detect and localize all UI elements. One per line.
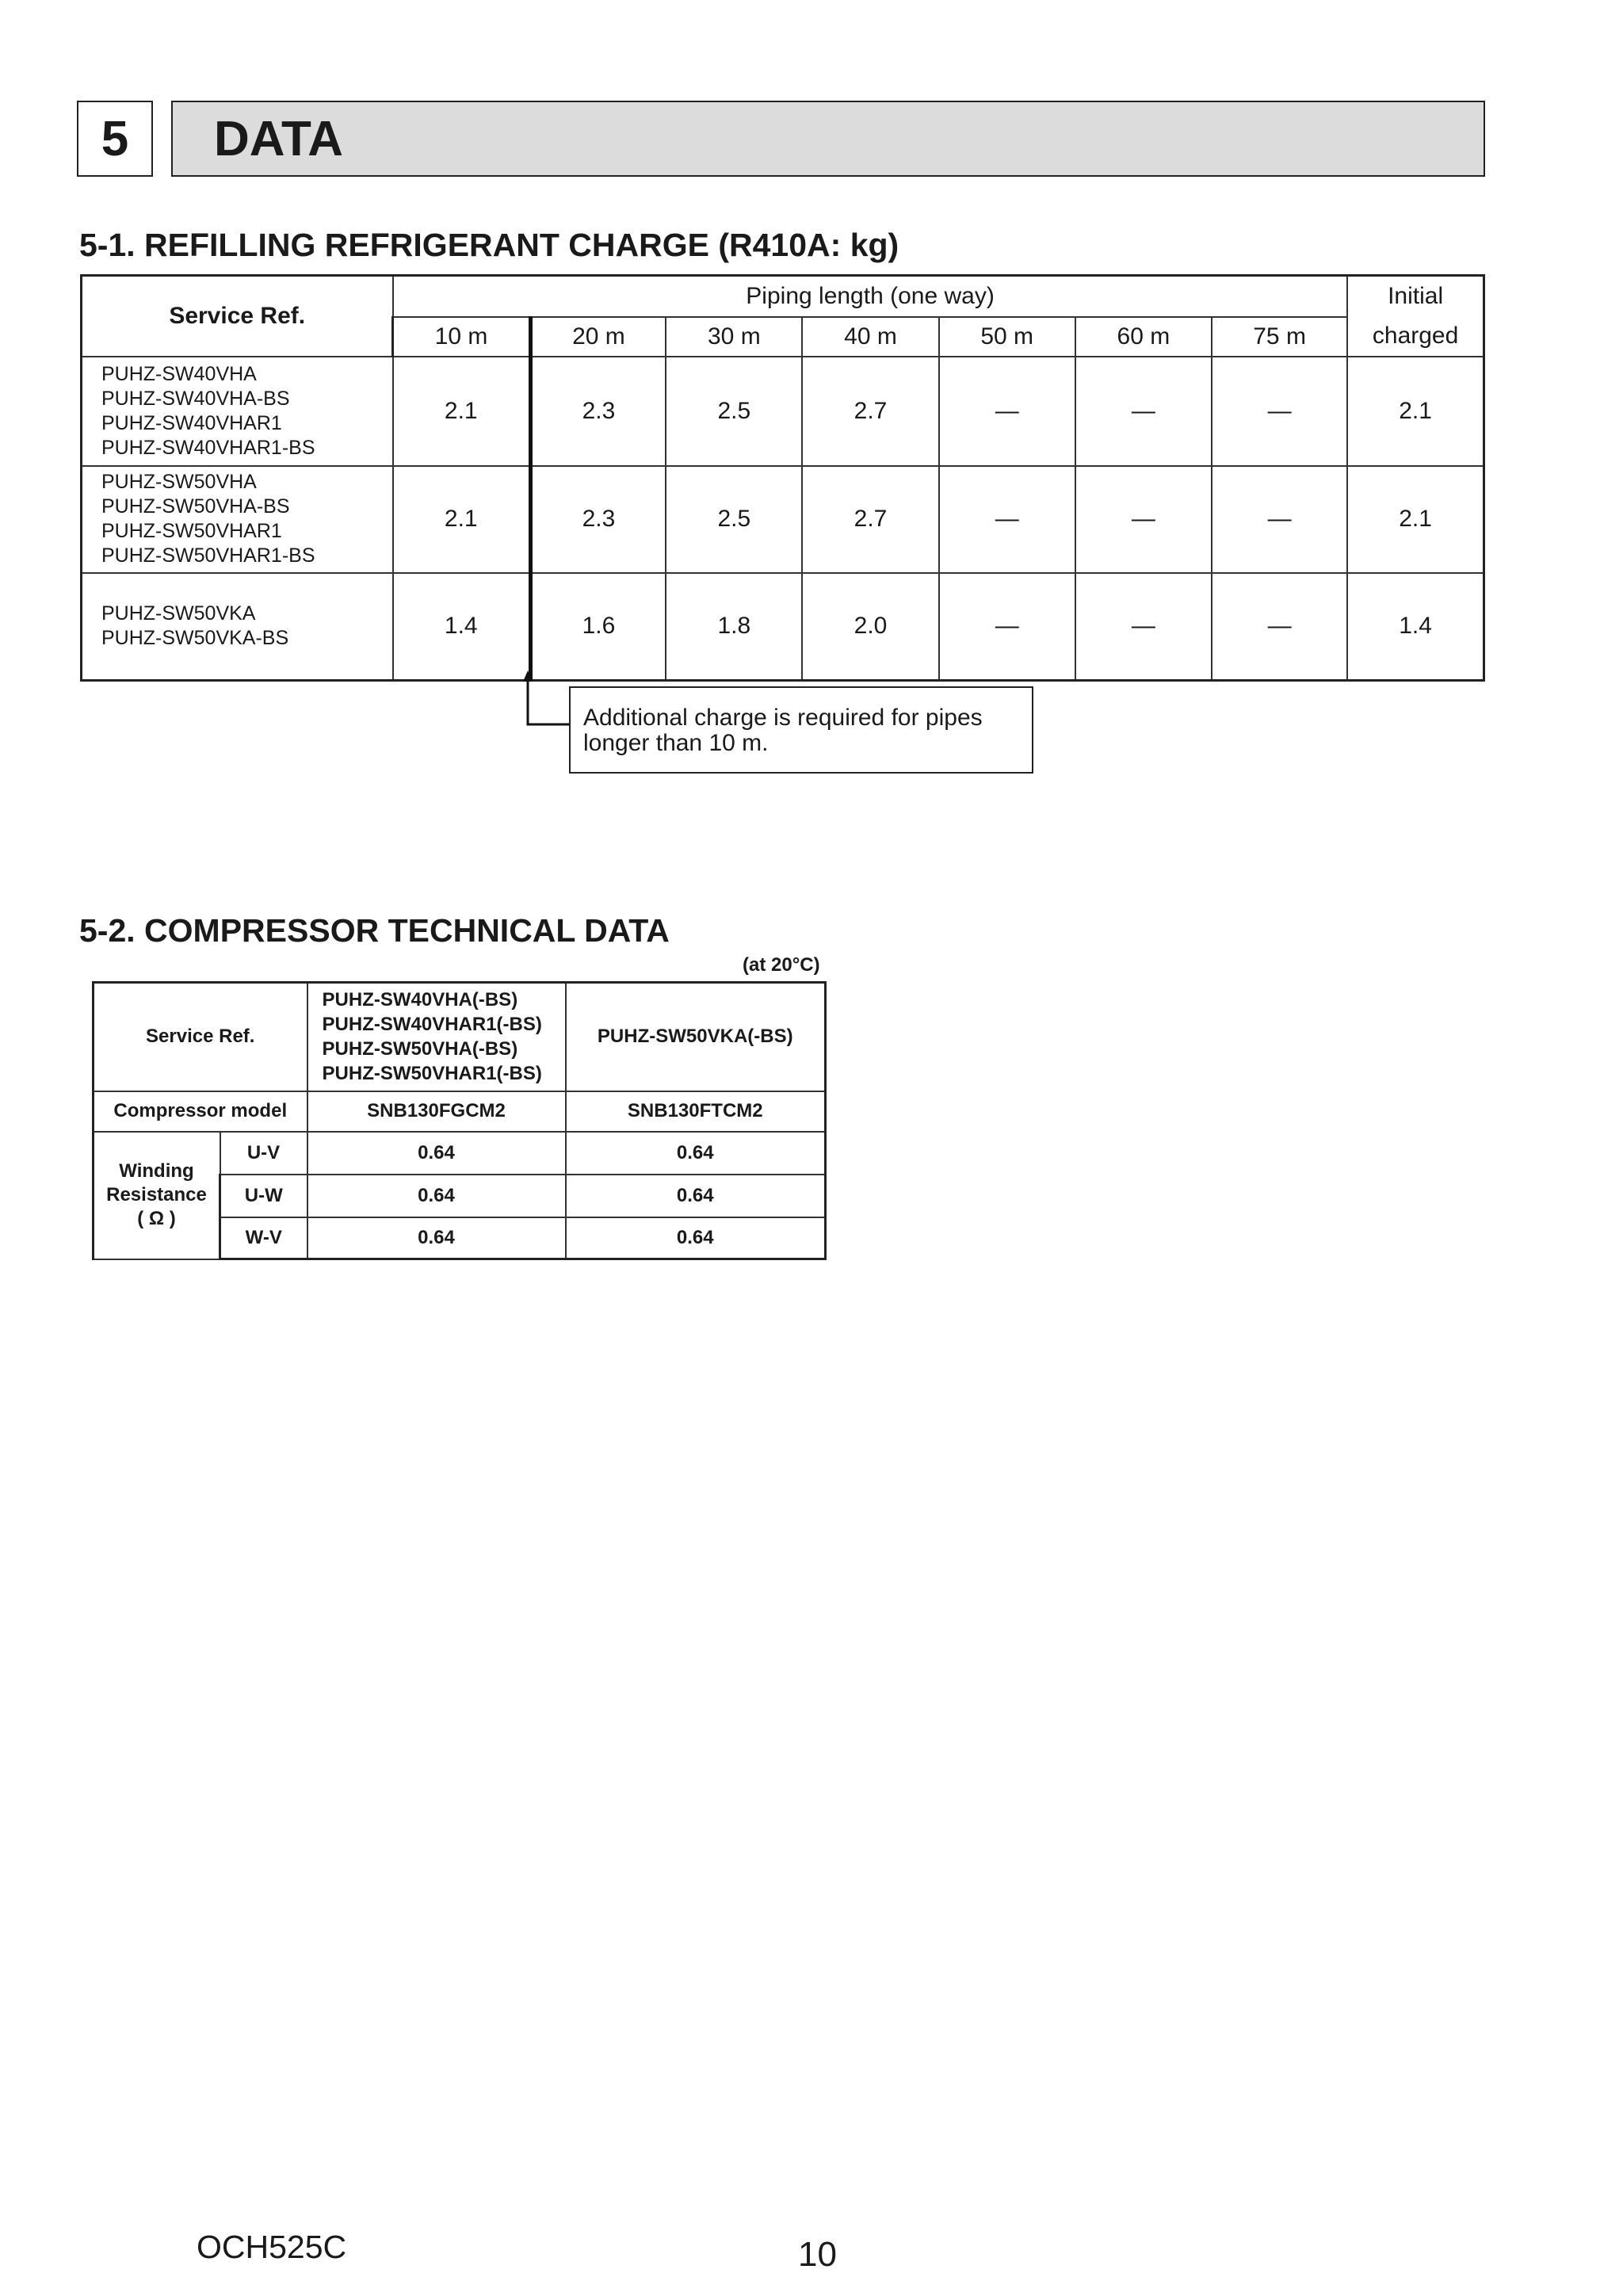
winding-pair: U-V <box>220 1132 307 1175</box>
initial-charged-header: Initial <box>1347 276 1484 317</box>
model-ref: PUHZ-SW50VKA(-BS) <box>566 983 826 1091</box>
winding-value: 0.64 <box>566 1132 826 1175</box>
section-title-refrigerant: 5-1. REFILLING REFRIGERANT CHARGE (R410A: kg) <box>79 227 899 263</box>
winding-value: 0.64 <box>566 1217 826 1259</box>
initial-charge-value: 1.4 <box>1347 573 1484 681</box>
model-list: PUHZ-SW40VHA PUHZ-SW40VHA-BS PUHZ-SW40VHAR1 PUHZ-SW40VHAR1-BS <box>82 357 393 466</box>
charge-value: — <box>1075 573 1212 681</box>
chapter-title: DATA <box>171 101 1485 177</box>
winding-resistance-label: Winding Resistance ( Ω ) <box>94 1132 220 1259</box>
table-row <box>82 573 1484 681</box>
winding-value: 0.64 <box>307 1132 566 1175</box>
winding-value: 0.64 <box>307 1217 566 1259</box>
compressor-model-label: Compressor model <box>94 1091 307 1132</box>
compressor-data-table <box>92 981 827 1260</box>
initial-charge-value: 2.1 <box>1347 357 1484 466</box>
charge-value: 2.7 <box>802 357 938 466</box>
charge-value: 2.1 <box>393 466 530 573</box>
model-list: PUHZ-SW50VKA PUHZ-SW50VKA-BS <box>82 573 393 681</box>
length-header: 50 m <box>939 317 1075 357</box>
length-header: 30 m <box>666 317 802 357</box>
length-header: 40 m <box>802 317 938 357</box>
charge-value: 2.0 <box>802 573 938 681</box>
charge-value: — <box>1212 357 1347 466</box>
table-row <box>82 466 1484 573</box>
charge-value: 1.4 <box>393 573 530 681</box>
piping-length-header: Piping length (one way) <box>393 276 1347 317</box>
charge-value: 2.3 <box>530 466 666 573</box>
initial-charge-value: 2.1 <box>1347 466 1484 573</box>
charge-value: — <box>939 573 1075 681</box>
length-header: 10 m <box>393 317 530 357</box>
charge-value: 2.3 <box>530 357 666 466</box>
compressor-model: SNB130FTCM2 <box>566 1091 826 1132</box>
callout-note: Additional charge is required for pipes longer than 10 m. <box>569 686 1033 774</box>
charge-value: — <box>1212 573 1347 681</box>
table-row <box>82 357 1484 466</box>
service-ref-header: Service Ref. <box>94 983 307 1091</box>
length-header: 75 m <box>1212 317 1347 357</box>
winding-value: 0.64 <box>566 1175 826 1217</box>
charge-value: 2.7 <box>802 466 938 573</box>
callout-arrow-icon <box>507 670 579 734</box>
charge-value: — <box>939 357 1075 466</box>
service-ref-header: Service Ref. <box>82 276 393 357</box>
model-list: PUHZ-SW50VHA PUHZ-SW50VHA-BS PUHZ-SW50VHAR1 PUHZ-SW50VHAR1-BS <box>82 466 393 573</box>
section-title-compressor: 5-2. COMPRESSOR TECHNICAL DATA <box>79 912 670 949</box>
length-header: 60 m <box>1075 317 1212 357</box>
charge-value: — <box>939 466 1075 573</box>
document-code: OCH525C <box>197 2229 347 2265</box>
charge-value: 1.8 <box>666 573 802 681</box>
model-list: PUHZ-SW40VHA(-BS) PUHZ-SW40VHAR1(-BS) PUHZ-SW50VHA(-BS) PUHZ-SW50VHAR1(-BS) <box>307 983 566 1091</box>
refrigerant-charge-table <box>80 274 1485 682</box>
page-number: 10 <box>798 2235 837 2274</box>
initial-charged-header-line2: charged <box>1347 317 1484 357</box>
charge-value: 2.5 <box>666 357 802 466</box>
charge-value: 2.5 <box>666 466 802 573</box>
charge-value: — <box>1075 357 1212 466</box>
length-header: 20 m <box>530 317 666 357</box>
winding-pair: W-V <box>220 1217 307 1259</box>
winding-value: 0.64 <box>307 1175 566 1217</box>
winding-pair: U-W <box>220 1175 307 1217</box>
charge-value: — <box>1075 466 1212 573</box>
chapter-number: 5 <box>77 101 153 177</box>
temperature-note: (at 20°C) <box>743 954 820 976</box>
charge-value: 1.6 <box>530 573 666 681</box>
compressor-model: SNB130FGCM2 <box>307 1091 566 1132</box>
charge-value: 2.1 <box>393 357 530 466</box>
charge-value: — <box>1212 466 1347 573</box>
